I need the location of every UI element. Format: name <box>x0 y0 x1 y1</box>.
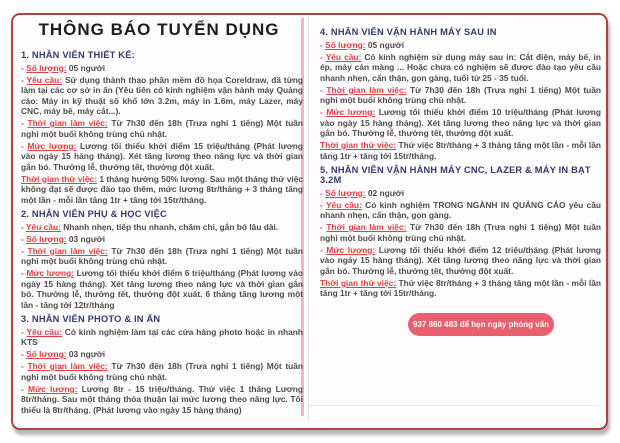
field-label: Số lượng: <box>325 187 366 198</box>
field-text: Sử dụng thành thạo phần mềm đồ họa Coreldraw, đã từng làm tại các cơ sở in ấn (Yêu tiên có kinh nghiệm vận hành máy Quảng cáo: Máy in kỹ thuật số khổ lớn 3.2m, máy in 1.6m, máy Lazer, máy CNC, máy bế, máy cắt...). <box>21 74 303 116</box>
field-prefix: - <box>21 233 27 244</box>
field-yeu-cau <box>21 75 303 117</box>
field-label: Mức lương: <box>28 383 78 394</box>
contact-phone-button[interactable]: 937 860 483 để hẹn ngày phỏng vấn <box>408 313 554 336</box>
field-thoi-gian-lam-viec <box>320 222 601 243</box>
field-so-luong <box>320 188 601 199</box>
page-title: THÔNG BÁO TUYỂN DỤNG <box>38 20 280 39</box>
field-text: Từ 7h30 đến 18h (Trưa nghỉ 1 tiếng) Một tuần nghỉ một buổi không trùng chủ nhật. <box>320 222 602 243</box>
field-yeu-cau <box>320 52 601 84</box>
section-title: 2. NHÂN VIÊN PHỤ & HỌC VIỆC <box>21 209 167 219</box>
section-4 <box>320 27 601 161</box>
field-text: Thử việc 8tr/tháng + 3 tháng tăng một lần - mỗi lần tăng 1tr + tăng tới 15tr/tháng. <box>320 140 601 161</box>
field-prefix: - <box>21 118 28 128</box>
field-prefix: - <box>21 245 28 256</box>
field-yeu-cau <box>320 200 601 221</box>
field-label: Số lượng: <box>26 233 67 244</box>
field-muc-luong <box>21 268 303 310</box>
field-label: Số lượng: <box>26 349 67 359</box>
field-yeu-cau <box>21 327 303 348</box>
field-text: 03 người <box>68 349 106 359</box>
field-text: 05 người <box>367 39 405 50</box>
field-label: Yêu cầu: <box>325 51 362 62</box>
section-title: 5. NHÂN VIÊN VẬN HÀNH MÁY CNC, LAZER & MÁY IN BẠT 3.2M <box>320 165 591 185</box>
field-label: Số lượng: <box>26 62 67 73</box>
field-muc-luong <box>21 141 303 173</box>
field-prefix: - <box>320 199 326 210</box>
field-prefix: - <box>320 222 327 232</box>
field-label: Thời gian thử việc: <box>21 173 97 184</box>
section-3 <box>21 314 303 415</box>
field-label: Thời gian làm việc: <box>27 118 108 128</box>
field-text: Từ 7h30 đến 18h (Trưa nghỉ 1 tiếng) Một tuần nghỉ một buổi không trùng chủ nhật. <box>21 245 304 266</box>
field-label: Yêu cầu: <box>25 221 61 232</box>
right-column <box>320 23 601 303</box>
field-prefix: - <box>320 107 327 117</box>
field-label: Yêu cầu: <box>325 199 362 210</box>
field-text: 03 người <box>68 233 106 244</box>
field-label: Thời gian làm việc: <box>326 84 407 95</box>
field-prefix: - <box>21 326 27 337</box>
field-thoi-gian-lam-viec <box>21 118 303 139</box>
fold-line <box>308 405 598 406</box>
field-prefix: - <box>21 221 26 232</box>
field-so-luong <box>21 234 303 245</box>
section-title: 3. NHÂN VIÊN PHOTO & IN ẤN <box>21 314 161 324</box>
field-muc-luong <box>21 384 303 416</box>
field-text: 02 người <box>367 187 405 198</box>
field-text: Từ 7h30 đến 18h (Trưa nghỉ 1 tiếng) Một tuần nghỉ một buổi không trùng chủ nhật. <box>21 361 304 382</box>
field-so-luong <box>320 40 601 51</box>
field-prefix: - <box>21 62 27 73</box>
field-prefix: - <box>21 349 27 359</box>
field-prefix: - <box>320 39 326 50</box>
field-label: Mức lương: <box>326 244 376 255</box>
field-text: 05 người <box>68 62 106 73</box>
left-column <box>21 46 303 419</box>
field-so-luong <box>21 63 303 74</box>
field-label: Yêu cầu: <box>26 326 62 337</box>
field-label: Mức lương: <box>26 268 75 278</box>
field-prefix: - <box>320 84 327 95</box>
field-text: Lương tối thiểu khởi điểm 15 triệu/tháng (Phát lương vào ngày 15 hàng tháng). Xét tăng lương theo năng lực và thời gian gắn bó. Thưởng lễ, thưởng tết, thưởng đột xuất. <box>21 140 303 172</box>
field-text: Lương tối thiểu khởi điểm 6 triệu/tháng (Phát lương vào ngày 15 hàng tháng). Xét tăng lương theo năng lực và thời gian gắn bó. Thưởng lễ, thưởng tết, thưởng đột xuất. 6 tháng tăng lương một lần - tăng tới 12tr/tháng <box>21 268 303 310</box>
field-muc-luong <box>320 107 601 139</box>
field-prefix: - <box>320 51 326 62</box>
column-divider-gray <box>308 16 309 422</box>
field-text: Có kinh nghiệm TRONG NGÀNH IN QUẢNG CÁO yêu cầu nhanh nhẹn, cẩn thận, gọn gàng. <box>320 199 602 220</box>
field-label: Thời gian làm việc: <box>326 222 407 232</box>
field-prefix: - <box>21 383 29 394</box>
field-muc-luong <box>320 245 601 277</box>
field-prefix: - <box>21 140 28 151</box>
field-text: Nhanh nhẹn, tiếp thu nhanh, chăm chỉ, gắn bó lâu dài. <box>63 221 279 232</box>
field-text: Thử việc 8tr/tháng + 3 tháng tăng một lần - mỗi lần tăng 1tr + tăng tới 15tr/tháng. <box>320 277 601 298</box>
field-label: Thời gian thử việc: <box>320 140 397 150</box>
section-2 <box>21 209 303 310</box>
field-text: Từ 7h30 đến 18h (Trưa nghỉ 1 tiếng) Một tuần nghỉ một buổi không trùng chủ nhật. <box>21 118 304 139</box>
field-text: Từ 7h30 đến 18h (Trưa nghỉ 1 tiếng) Một tuần nghỉ một buổi không trùng chủ nhật. <box>320 84 602 105</box>
field-text: 1 tháng hưởng 50% lương. Sau một tháng thử việc không đạt sẽ được đào tạo thêm, mức lương 8tr/tháng + 3 tháng tăng một lần - mỗi lần tăng 1tr + tăng tới 15tr/tháng. <box>21 173 304 205</box>
field-thoi-gian-lam-viec <box>21 246 303 267</box>
field-thoi-gian-lam-viec <box>320 85 601 106</box>
field-text: Lương tối thiểu khởi điểm 12 triệu/tháng (Phát lương vào ngày 15 hàng tháng). Xét tăng lương theo năng lực và thời gian gắn bó. Thưởng lễ, thưởng tết, thưởng đột xuất. <box>320 244 601 276</box>
field-prefix: - <box>21 74 27 85</box>
field-thoi-gian-thu-viec <box>21 174 303 206</box>
field-label: Thời gian làm việc: <box>27 245 108 256</box>
field-label: Mức lương: <box>27 140 77 151</box>
field-prefix: - <box>320 187 326 198</box>
field-label: Mức lương: <box>326 107 376 117</box>
field-text: Lương tối thiểu khởi điểm 10 triệu/tháng (Phát lương vào ngày 15 hàng tháng). Xét tăng lương theo năng lực và thời gian gắn bó. Thưởng lễ, thưởng tết, thưởng đột xuất. <box>320 107 601 138</box>
field-prefix: - <box>21 268 27 278</box>
field-so-luong <box>21 349 303 360</box>
section-1 <box>21 50 303 205</box>
field-thoi-gian-lam-viec <box>21 361 303 382</box>
field-label: Thời gian thử việc: <box>320 277 397 288</box>
field-text: Có kinh nghiệm sử dụng máy sau in: Cắt điện, máy bế, in ép, máy cán màng ... Hoặc chưa có nghiệm sẽ được đào tạo yêu cầu nhanh nhẹn, cẩn thận, gọn gàng, tuổi từ 25 - 35 tuổi. <box>320 51 601 83</box>
section-title: 4. NHÂN VIÊN VẬN HÀNH MÁY SAU IN <box>320 27 497 37</box>
field-label: Số lượng: <box>325 39 366 50</box>
field-text: Lương 8tr - 15 triệu/tháng. Thử việc 1 tháng Lương 8tr/tháng. Sau một tháng thỏa thuận lại mức lương theo năng lực. Tối thiểu là 8tr/tháng. (Phát lương vào ngày 15 hàng tháng) <box>21 383 303 415</box>
field-thoi-gian-thu-viec <box>320 278 601 299</box>
field-label: Thời gian làm việc: <box>27 361 108 371</box>
field-label: Yêu cầu: <box>26 74 63 85</box>
field-prefix: - <box>320 244 327 255</box>
field-thoi-gian-thu-viec <box>320 140 601 161</box>
field-prefix: - <box>21 361 28 371</box>
field-yeu-cau <box>21 222 303 233</box>
field-text: Có kinh nghiệm làm tại các cửa hàng photo hoặc in nhanh KTS <box>21 326 304 347</box>
section-5 <box>320 165 601 299</box>
section-title: 1. NHÂN VIÊN THIẾT KẾ: <box>21 50 135 60</box>
